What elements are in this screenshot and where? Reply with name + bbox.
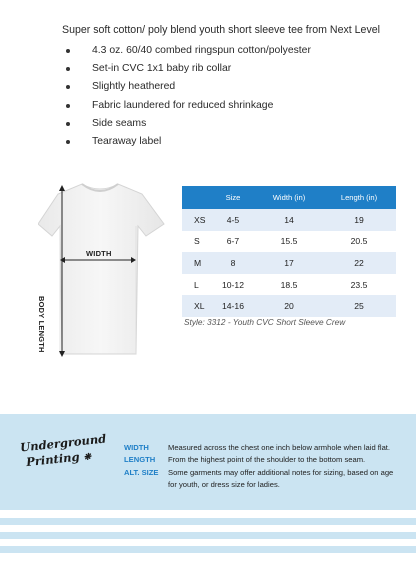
- size-code-cell: XS: [182, 209, 210, 231]
- legend-keys: [124, 442, 158, 479]
- size-code-cell: M: [182, 252, 210, 274]
- bullet-icon: [66, 122, 70, 126]
- table-cell: 17: [256, 252, 322, 274]
- intro-text: Super soft cotton/ poly blend youth short sleeve tee from Next Level: [62, 24, 380, 36]
- legend-desc-line: From the highest point of the shoulder to the bottom seam.: [168, 455, 366, 465]
- table-cell: 14-16: [210, 295, 256, 317]
- table-cell: 22: [322, 252, 396, 274]
- tshirt-icon: [38, 178, 168, 363]
- feature-item: Fabric laundered for reduced shrinkage: [64, 99, 311, 117]
- feature-item: Set-in CVC 1x1 baby rib collar: [64, 62, 311, 80]
- size-code-cell: L: [194, 279, 199, 290]
- legend-key-width: WIDTH: [124, 443, 149, 452]
- table-row: [182, 231, 396, 253]
- logo-line-1: Underground: [19, 431, 107, 455]
- legend-desc-line: Some garments may offer additional notes for sizing, based on age: [168, 467, 394, 477]
- table-cell: 25: [322, 295, 396, 317]
- width-label: WIDTH: [86, 249, 112, 258]
- size-code-cell: XL: [182, 295, 210, 317]
- table-cell: 20.5: [350, 236, 368, 247]
- table-cell: 18.5: [280, 279, 298, 290]
- body-length-label: BODY LENGTH: [37, 296, 46, 353]
- style-caption: Style: 3312 - Youth CVC Short Sleeve Crew: [184, 317, 346, 327]
- logo-line-2: Printing ❋: [25, 449, 92, 470]
- emblem-icon: ❋: [83, 452, 92, 464]
- table-cell: 4-5: [210, 209, 256, 231]
- feature-item: 4.3 oz. 60/40 combed ringspun cotton/polyester: [64, 44, 311, 62]
- underground-printing-logo: [19, 431, 107, 470]
- decorative-stripe: [0, 532, 416, 539]
- table-row: [182, 295, 396, 317]
- sizing-footer: [0, 414, 416, 510]
- size-chart-table: [182, 186, 396, 317]
- feature-item: Side seams: [64, 117, 311, 135]
- table-header-cell: [182, 186, 210, 209]
- table-cell: 14: [256, 209, 322, 231]
- legend-key-length: LENGTH: [124, 455, 156, 465]
- bullet-icon: [66, 49, 70, 53]
- table-cell: 6-7: [226, 236, 240, 247]
- table-header-row: [182, 186, 396, 209]
- legend-desc-line: for youth, or dress size for ladies.: [168, 480, 280, 490]
- legend-descriptions: [168, 442, 408, 492]
- bullet-icon: [66, 140, 70, 144]
- decorative-stripe: [0, 518, 416, 525]
- feature-item: Tearaway label: [64, 135, 311, 153]
- table-cell: 19: [322, 209, 396, 231]
- table-row: [182, 274, 396, 296]
- feature-list: [64, 44, 311, 153]
- feature-item: Slightly heathered: [64, 80, 311, 98]
- table-cell: 8: [210, 252, 256, 274]
- decorative-stripe: [0, 546, 416, 553]
- table-cell: 20: [256, 295, 322, 317]
- bullet-icon: [66, 104, 70, 108]
- table-cell: 15.5: [280, 236, 298, 247]
- table-row: [182, 252, 396, 274]
- table-header-cell: Size: [210, 186, 256, 209]
- tshirt-diagram: [38, 178, 168, 363]
- bullet-icon: [66, 67, 70, 71]
- bullet-icon: [66, 85, 70, 89]
- legend-desc-line: Measured across the chest one inch below armhole when laid flat.: [168, 443, 391, 452]
- table-cell: 23.5: [350, 279, 368, 290]
- table-header-cell: Length (in): [322, 186, 396, 209]
- size-code-cell: S: [194, 236, 200, 247]
- table-cell: 10-12: [222, 279, 244, 290]
- legend-key-alt-size: ALT. SIZE: [124, 467, 159, 477]
- table-header-cell: Width (in): [256, 186, 322, 209]
- table-row: [182, 209, 396, 231]
